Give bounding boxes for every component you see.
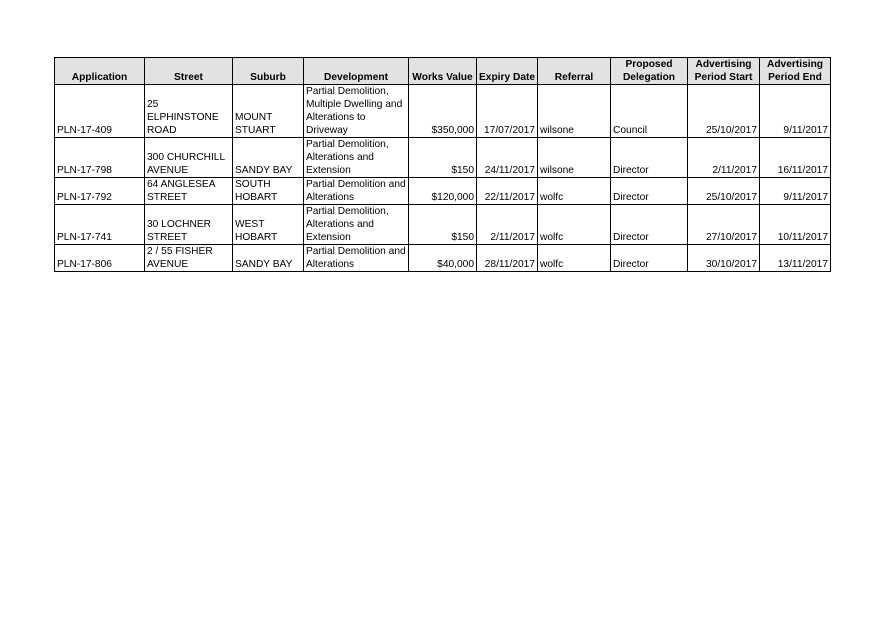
cell-suburb: SANDY BAY (233, 245, 304, 272)
cell-referral: wilsone (538, 85, 611, 138)
cell-suburb: SANDY BAY (233, 138, 304, 178)
cell-works-value: $150 (409, 138, 477, 178)
cell-referral: wolfc (538, 178, 611, 205)
table-row (55, 85, 831, 138)
cell-referral: wolfc (538, 245, 611, 272)
table-row (55, 138, 831, 178)
cell-works-value: $350,000 (409, 85, 477, 138)
cell-street: 64 ANGLESEA STREET (145, 178, 233, 205)
cell-development: Partial Demolition and Alterations (304, 178, 409, 205)
cell-advertising-period-start: 25/10/2017 (688, 85, 760, 138)
header-referral: Referral (538, 58, 611, 85)
cell-proposed-delegation: Director (611, 178, 688, 205)
cell-application: PLN-17-409 (55, 85, 145, 138)
header-development: Development (304, 58, 409, 85)
header-suburb: Suburb (233, 58, 304, 85)
header-works-value: Works Value (409, 58, 477, 85)
cell-application: PLN-17-792 (55, 178, 145, 205)
cell-works-value: $40,000 (409, 245, 477, 272)
cell-expiry-date: 28/11/2017 (477, 245, 538, 272)
cell-development: Partial Demolition, Alterations and Extension (304, 138, 409, 178)
cell-street: 25 ELPHINSTONE ROAD (145, 85, 233, 138)
cell-development: Partial Demolition and Alterations (304, 245, 409, 272)
cell-application: PLN-17-741 (55, 205, 145, 245)
cell-works-value: $150 (409, 205, 477, 245)
cell-proposed-delegation: Director (611, 245, 688, 272)
header-application: Application (55, 58, 145, 85)
cell-street: 300 CHURCHILL AVENUE (145, 138, 233, 178)
cell-advertising-period-end: 16/11/2017 (760, 138, 831, 178)
cell-suburb: WEST HOBART (233, 205, 304, 245)
table-row (55, 245, 831, 272)
table-row (55, 178, 831, 205)
cell-development: Partial Demolition, Multiple Dwelling and Alterations to Driveway (304, 85, 409, 138)
cell-expiry-date: 24/11/2017 (477, 138, 538, 178)
header-advertising-period-end: Advertising Period End (760, 58, 831, 85)
header-expiry-date: Expiry Date (477, 58, 538, 85)
cell-advertising-period-start: 27/10/2017 (688, 205, 760, 245)
cell-application: PLN-17-798 (55, 138, 145, 178)
cell-expiry-date: 17/07/2017 (477, 85, 538, 138)
cell-advertising-period-end: 9/11/2017 (760, 85, 831, 138)
cell-works-value: $120,000 (409, 178, 477, 205)
cell-suburb: MOUNT STUART (233, 85, 304, 138)
cell-referral: wilsone (538, 138, 611, 178)
header-row (55, 58, 831, 85)
cell-proposed-delegation: Council (611, 85, 688, 138)
cell-expiry-date: 2/11/2017 (477, 205, 538, 245)
cell-proposed-delegation: Director (611, 205, 688, 245)
cell-proposed-delegation: Director (611, 138, 688, 178)
cell-advertising-period-start: 25/10/2017 (688, 178, 760, 205)
cell-advertising-period-end: 9/11/2017 (760, 178, 831, 205)
cell-advertising-period-start: 30/10/2017 (688, 245, 760, 272)
applications-table (54, 57, 831, 272)
cell-advertising-period-end: 10/11/2017 (760, 205, 831, 245)
cell-application: PLN-17-806 (55, 245, 145, 272)
cell-advertising-period-end: 13/11/2017 (760, 245, 831, 272)
cell-development: Partial Demolition, Alterations and Extension (304, 205, 409, 245)
cell-street: 2 / 55 FISHER AVENUE (145, 245, 233, 272)
cell-suburb: SOUTH HOBART (233, 178, 304, 205)
cell-expiry-date: 22/11/2017 (477, 178, 538, 205)
cell-advertising-period-start: 2/11/2017 (688, 138, 760, 178)
header-street: Street (145, 58, 233, 85)
header-proposed-delegation: Proposed Delegation (611, 58, 688, 85)
header-advertising-period-start: Advertising Period Start (688, 58, 760, 85)
cell-street: 30 LOCHNER STREET (145, 205, 233, 245)
table-row (55, 205, 831, 245)
cell-referral: wolfc (538, 205, 611, 245)
